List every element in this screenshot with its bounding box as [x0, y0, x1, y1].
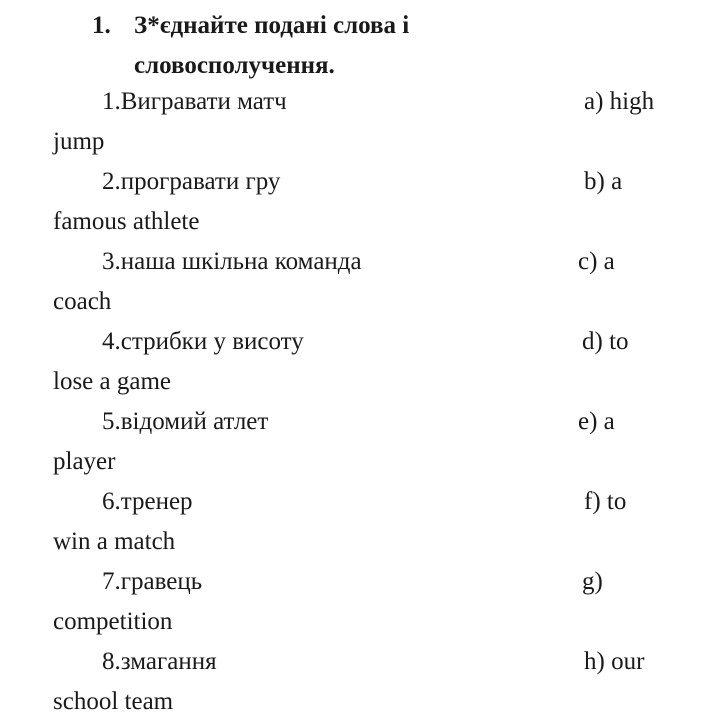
english-option-start: g)	[582, 568, 603, 595]
english-option-start: d) to	[582, 328, 629, 355]
english-option-continuation: player	[53, 448, 116, 475]
ukrainian-term: 8.змагання	[102, 648, 217, 675]
english-option-continuation: famous athlete	[53, 208, 200, 235]
english-option-start: b) a	[584, 168, 623, 195]
english-option-continuation: win a match	[53, 528, 176, 555]
ukrainian-term: 3.наша шкільна команда	[102, 248, 362, 275]
ukrainian-term: 7.гравець	[102, 568, 203, 595]
list-item	[0, 162, 720, 242]
english-option-continuation: lose a game	[53, 368, 172, 395]
list-item	[0, 82, 720, 162]
english-option-continuation: jump	[53, 128, 105, 155]
exercise-heading	[92, 6, 409, 86]
english-option-continuation: competition	[53, 608, 173, 635]
ukrainian-term: 1.Вигравати матч	[102, 88, 287, 115]
heading-line-1: З*єднайте подані слова і	[134, 12, 410, 39]
list-item	[0, 482, 720, 562]
list-item	[0, 562, 720, 642]
list-item	[0, 322, 720, 402]
list-item	[0, 642, 720, 722]
matching-exercise	[0, 82, 720, 722]
heading-line-2: словосполучення.	[134, 52, 335, 79]
exercise-number: 1.	[92, 12, 111, 39]
english-option-start: a) high	[584, 88, 655, 115]
english-option-continuation: coach	[53, 288, 112, 315]
english-option-start: c) a	[578, 248, 615, 275]
english-option-start: h) our	[584, 648, 645, 675]
ukrainian-term: 2.програвати гру	[102, 168, 281, 195]
english-option-continuation: school team	[53, 688, 174, 715]
list-item	[0, 402, 720, 482]
ukrainian-term: 4.стрибки у висоту	[102, 328, 304, 355]
english-option-start: e) a	[578, 408, 615, 435]
ukrainian-term: 5.відомий атлет	[102, 408, 269, 435]
ukrainian-term: 6.тренер	[102, 488, 193, 515]
list-item	[0, 242, 720, 322]
english-option-start: f) to	[584, 488, 627, 515]
